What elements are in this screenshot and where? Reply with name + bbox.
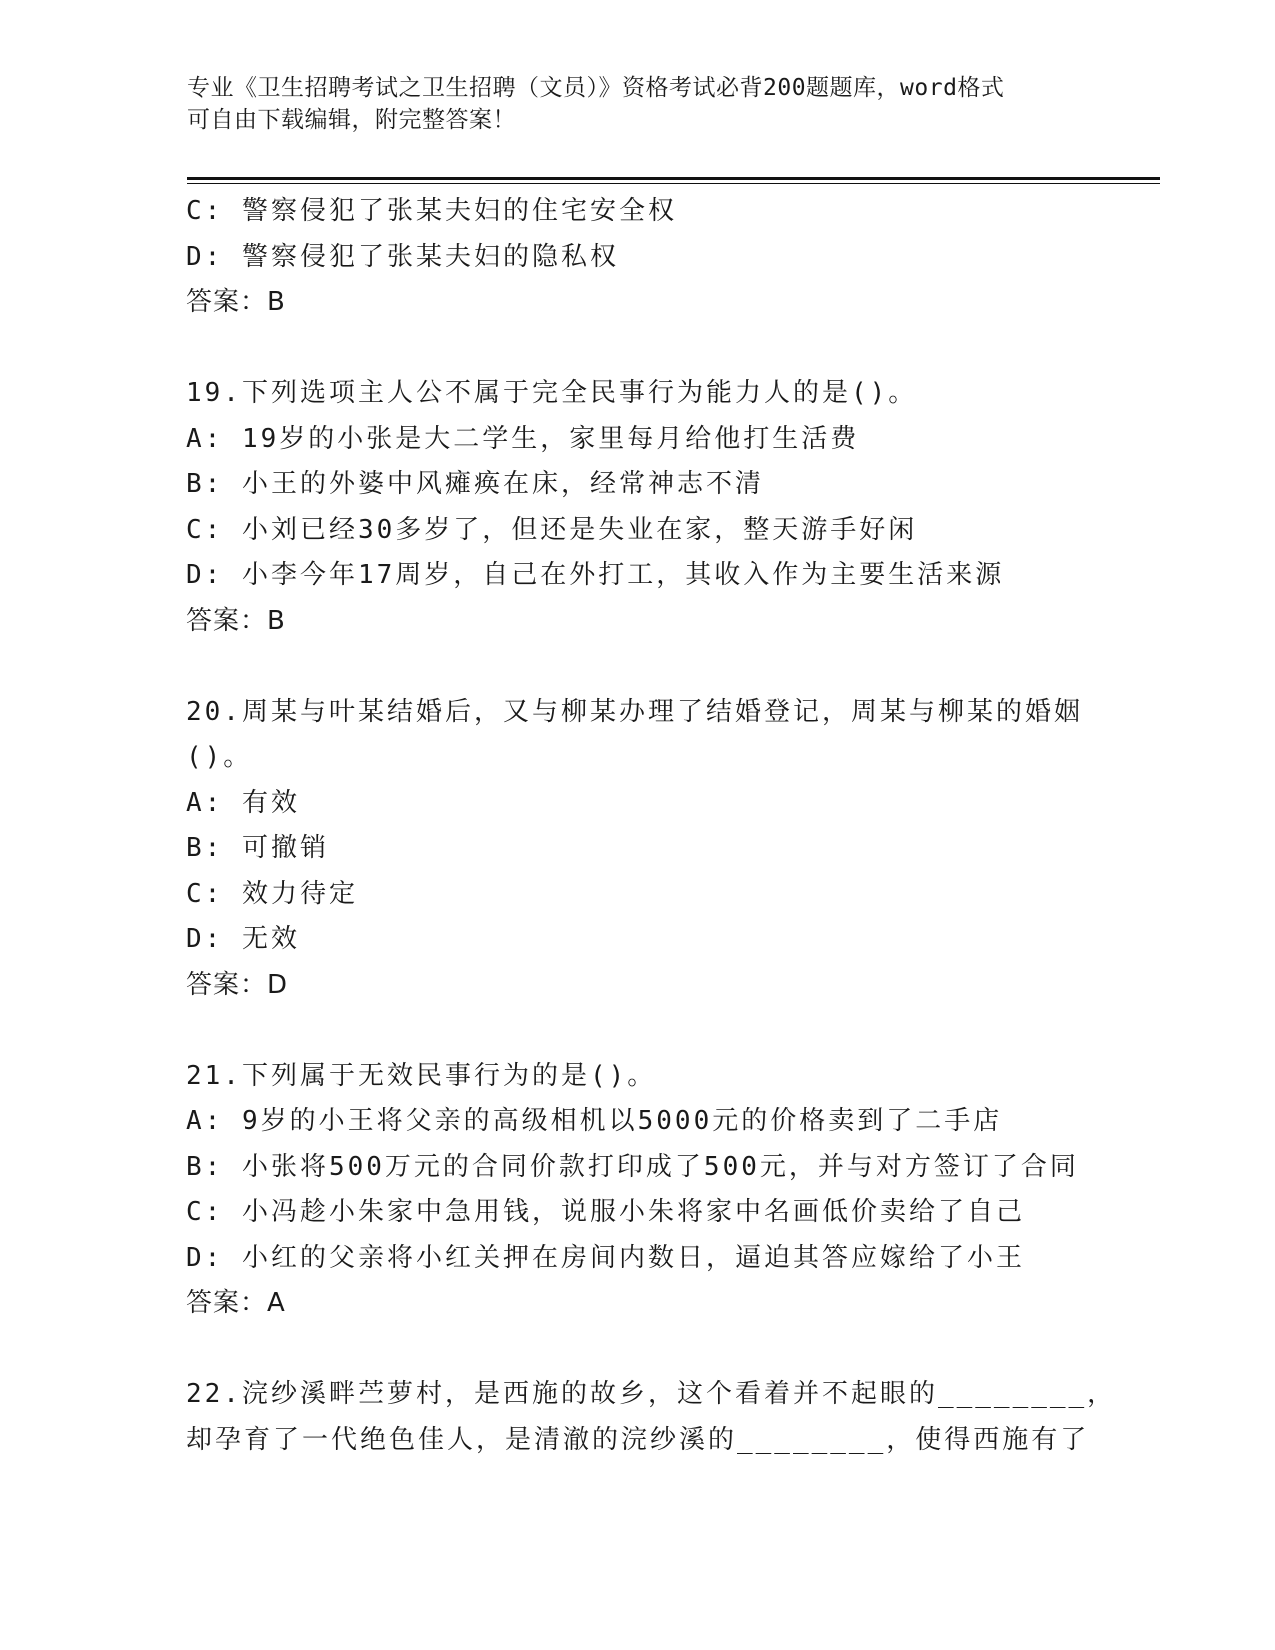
- option-d: [186, 235, 1186, 281]
- document-body: [186, 189, 1186, 1463]
- header-rule-thick: [187, 177, 1160, 180]
- option-letter: C:: [186, 514, 224, 545]
- option-text: 小李今年17周岁，自己在外打工，其收入作为主要生活来源: [241, 560, 1005, 590]
- question-stem: 22.浣纱溪畔苎萝村，是西施的故乡，这个看着并不起眼的________，: [186, 1379, 1117, 1409]
- option-a: [186, 417, 1186, 463]
- answer-line: 答案：B: [186, 605, 286, 636]
- question-22: [186, 1372, 1186, 1463]
- option-d: [186, 917, 1186, 963]
- option-text: 小王的外婆中风瘫痪在床，经常神志不清: [241, 469, 764, 499]
- option-letter: B:: [186, 833, 224, 863]
- question-19: [186, 371, 1186, 644]
- option-letter: C:: [186, 1197, 224, 1227]
- option-letter: C:: [186, 196, 224, 226]
- header-line-1: 专业《卫生招聘考试之卫生招聘（文员）》资格考试必背200题题库，word格式: [187, 75, 1005, 101]
- option-text: 9岁的小王将父亲的高级相机以5000元的价格卖到了二手店: [241, 1106, 1003, 1136]
- option-letter: D:: [186, 560, 224, 590]
- option-b: [186, 826, 1186, 872]
- option-letter: D:: [186, 1242, 224, 1273]
- option-letter: B:: [186, 469, 224, 499]
- question-18-continued: [186, 189, 1186, 326]
- question-stem: 21.下列属于无效民事行为的是()。: [186, 1060, 657, 1091]
- option-c: [186, 1190, 1186, 1236]
- header-rule-thin: [187, 183, 1160, 184]
- question-20: [186, 690, 1186, 1009]
- option-text: 警察侵犯了张某夫妇的住宅安全权: [241, 196, 677, 226]
- option-text: 小刘已经30多岁了，但还是失业在家，整天游手好闲: [241, 514, 918, 545]
- question-21: [186, 1054, 1186, 1327]
- option-text: 警察侵犯了张某夫妇的隐私权: [241, 241, 619, 272]
- header-line-2: 可自由下载编辑，附完整答案！: [187, 107, 516, 133]
- option-c: [186, 508, 1186, 554]
- answer-line: 答案：A: [186, 1288, 286, 1318]
- question-stem: 19.下列选项主人公不属于完全民事行为能力人的是()。: [186, 378, 918, 408]
- option-text: 19岁的小张是大二学生，家里每月给他打生活费: [241, 423, 860, 454]
- document-header: [187, 72, 1107, 136]
- option-text: 无效: [241, 924, 300, 954]
- answer-line: 答案：B: [186, 287, 286, 317]
- option-d: [186, 1236, 1186, 1282]
- option-b: [186, 462, 1186, 508]
- option-text: 可撤销: [241, 833, 329, 863]
- option-letter: A:: [186, 423, 224, 454]
- option-text: 小红的父亲将小红关押在房间内数日，逼迫其答应嫁给了小王: [241, 1242, 1025, 1273]
- answer-line: 答案：D: [186, 969, 289, 1000]
- option-letter: D:: [186, 924, 224, 954]
- option-text: 小冯趁小朱家中急用钱，说服小朱将家中名画低价卖给了自己: [241, 1197, 1025, 1227]
- option-letter: A:: [186, 1106, 224, 1136]
- question-stem: 20.周某与叶某结婚后，又与柳某办理了结婚登记，周某与柳某的婚姻: [186, 696, 1083, 727]
- option-letter: C:: [186, 878, 224, 909]
- option-a: [186, 1099, 1186, 1145]
- question-stem-continued: ()。: [186, 742, 253, 772]
- option-d: [186, 553, 1186, 599]
- option-c: [186, 872, 1186, 918]
- option-text: 效力待定: [241, 878, 358, 909]
- option-letter: A:: [186, 787, 224, 818]
- option-c: [186, 189, 1186, 235]
- option-text: 有效: [241, 787, 300, 818]
- option-text: 小张将500万元的合同价款打印成了500元，并与对方签订了合同: [241, 1151, 1079, 1182]
- option-letter: D:: [186, 241, 224, 272]
- option-letter: B:: [186, 1151, 224, 1182]
- option-b: [186, 1145, 1186, 1191]
- option-a: [186, 781, 1186, 827]
- question-stem-continued: 却孕育了一代绝色佳人，是清澈的浣纱溪的________，使得西施有了: [186, 1424, 1090, 1455]
